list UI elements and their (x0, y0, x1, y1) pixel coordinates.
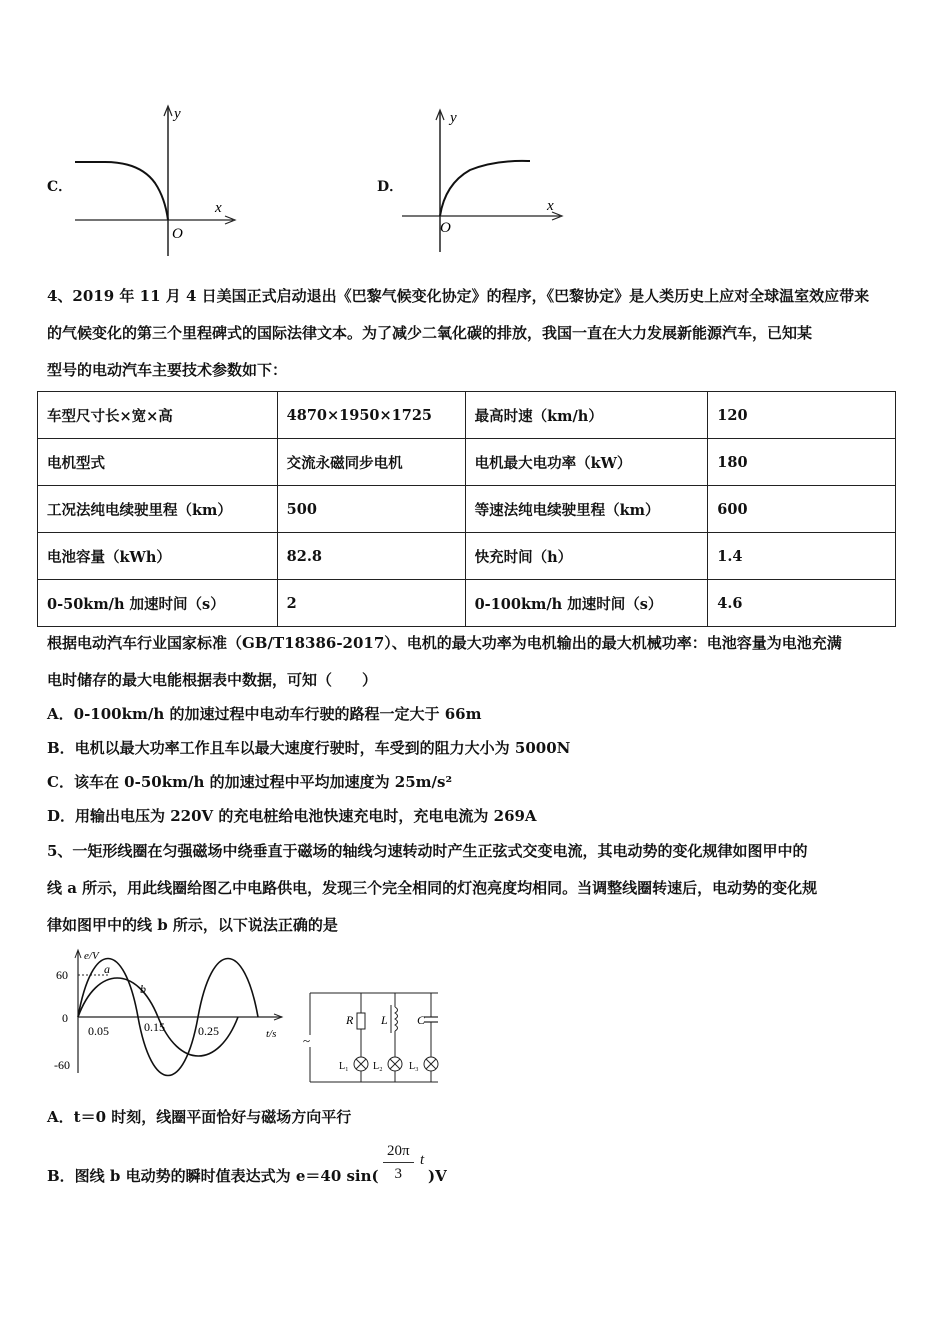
q4-option-b: B．电机以最大功率工作且车以最大速度行驶时，车受到的阻力大小为 5000N (47, 739, 571, 757)
emf-xtick-005: 0.05 (88, 1024, 109, 1038)
emf-xtick-015: 0.15 (144, 1020, 165, 1034)
circuit-diagram (298, 985, 450, 1085)
option-c-label: C． (47, 179, 73, 195)
lamp-l2-label: L₂ (373, 1061, 383, 1072)
q5-option-b-fraction (383, 1140, 414, 1185)
q4-after2: 电时储存的最大电能根据表中数据，可知（ ） (47, 671, 378, 689)
table-cell: 电池容量（kWh） (38, 533, 278, 580)
table-cell: 0-50km/h 加速时间（s） (38, 580, 278, 627)
table-cell: 电机型式 (38, 439, 278, 486)
table-cell: 4.6 (708, 580, 896, 627)
curve-a-label: a (104, 962, 110, 976)
table-cell: 120 (708, 392, 896, 439)
q4-line3: 型号的电动汽车主要技术参数如下： (47, 361, 288, 379)
fraction-denominator: 3 (394, 1166, 403, 1182)
curve-b-label: b (140, 982, 146, 996)
table-cell: 快充时间（h） (465, 533, 708, 580)
table-cell: 2 (277, 580, 465, 627)
graph-c-origin: O (172, 226, 183, 242)
table-row (38, 486, 896, 533)
table-cell: 等速法纯电续驶里程（km） (465, 486, 708, 533)
q5-option-a: A．t＝0 时刻，线圈平面恰好与磁场方向平行 (47, 1108, 352, 1126)
table-cell: 82.8 (277, 533, 465, 580)
emf-ytick-neg60: -60 (54, 1058, 70, 1072)
graph-d-x-label: x (547, 198, 554, 214)
q4-after1: 根据电动汽车行业国家标准（GB/T18386-2017）、电机的最大功率为电机输出的最大机械功率：电池容量为电池充满 (47, 634, 842, 652)
table-cell: 1.4 (708, 533, 896, 580)
fraction-numerator: 20π (383, 1140, 414, 1163)
table-cell: 交流永磁同步电机 (277, 439, 465, 486)
table-cell: 车型尺寸长×宽×高 (38, 392, 278, 439)
table-row (38, 533, 896, 580)
q5-line2: 线 a 所示，用此线圈给图乙中电路供电，发现三个完全相同的灯泡亮度均相同。当调整线圈转速后，电动势的变化规 (47, 879, 818, 897)
graph-c-x-label: x (215, 200, 222, 216)
table-cell: 500 (277, 486, 465, 533)
circuit-l-label: L (381, 1013, 388, 1027)
q5-line3: 律如图甲中的线 b 所示，以下说法正确的是 (47, 916, 338, 934)
q4-option-c: C．该车在 0-50km/h 的加速过程中平均加速度为 25m/s² (47, 773, 453, 791)
lamp-l3-label: L₃ (409, 1061, 419, 1072)
circuit-c-label: C (417, 1013, 426, 1027)
table-cell: 600 (708, 486, 896, 533)
q5-option-b-post: )V (428, 1167, 447, 1185)
graph-d-origin: O (440, 220, 451, 236)
emf-ytick-60: 60 (56, 968, 68, 982)
table-cell: 4870×1950×1725 (277, 392, 465, 439)
table-cell: 180 (708, 439, 896, 486)
circuit-r-label: R (346, 1013, 354, 1027)
emf-graph (52, 945, 292, 1080)
ac-source-symbol: ~ (303, 1033, 311, 1048)
table-cell: 电机最大电功率（kW） (465, 439, 708, 486)
table-cell: 最高时速（km/h） (465, 392, 708, 439)
q4-line2: 的气候变化的第三个里程碑式的国际法律文本。为了减少二氧化碳的排放，我国一直在大力发展新能源汽车，已知某 (47, 324, 813, 342)
q4-option-a: A．0-100km/h 的加速过程中电动车行驶的路程一定大于 66m (47, 705, 482, 723)
q4-line1: 4、2019 年 11 月 4 日美国正式启动退出《巴黎气候变化协定》的程序，《巴黎协定》是人类历史上应对全球温室效应带来 (47, 287, 870, 305)
table-row (38, 392, 896, 439)
table-row (38, 439, 896, 486)
graph-d-y-label: y (450, 110, 457, 126)
emf-x-label: t/s (266, 1028, 277, 1040)
table-row (38, 580, 896, 627)
emf-y-label: e/V (84, 950, 99, 962)
q5-line1: 5、一矩形线圈在匀强磁场中绕垂直于磁场的轴线匀速转动时产生正弦式交变电流，其电动势的变化规律如图甲中的 (47, 842, 808, 860)
emf-ytick-0: 0 (62, 1011, 68, 1025)
spec-table (37, 391, 896, 627)
option-d-label: D． (377, 179, 404, 195)
graph-c (65, 98, 245, 258)
graph-c-y-label: y (174, 106, 181, 122)
table-cell: 工况法纯电续驶里程（km） (38, 486, 278, 533)
emf-xtick-025: 0.25 (198, 1024, 219, 1038)
graph-d (400, 104, 570, 254)
q4-option-d: D．用输出电压为 220V 的充电桩给电池快速充电时，充电电流为 269A (47, 807, 537, 825)
q5-option-b-pre: B．图线 b 电动势的瞬时值表达式为 e＝40 sin( (47, 1167, 379, 1185)
table-cell: 0-100km/h 加速时间（s） (465, 580, 708, 627)
q5-option-b-t: t (420, 1152, 425, 1168)
lamp-l1-label: L₁ (339, 1061, 349, 1072)
